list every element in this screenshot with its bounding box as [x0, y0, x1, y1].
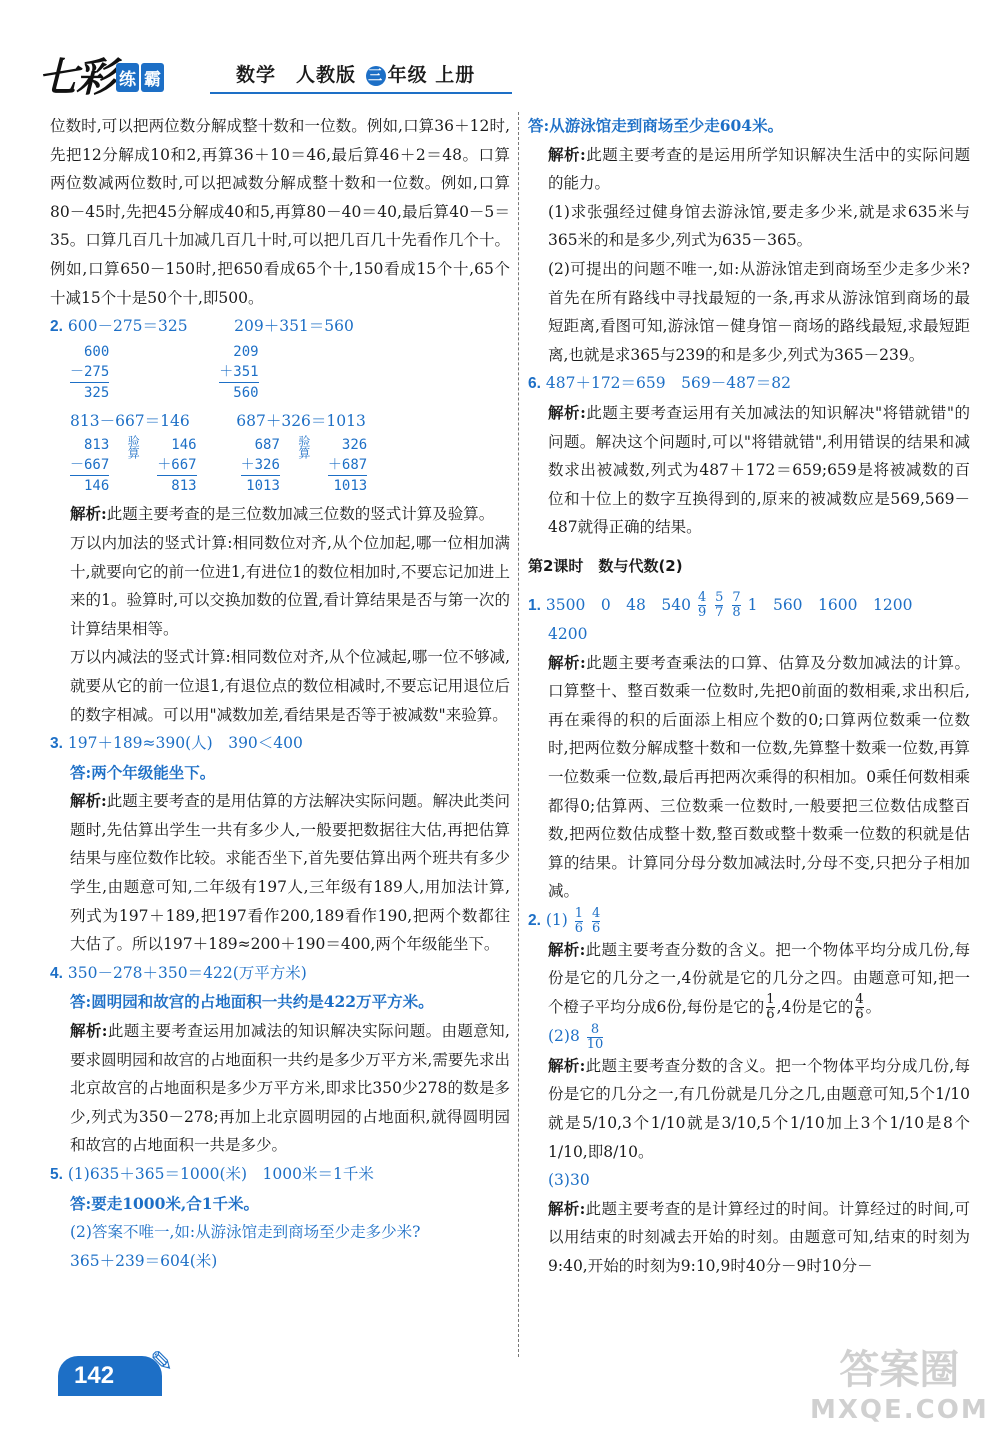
fraction: $\frac{7}{8}$ [732, 590, 741, 620]
r1-answers-cont: 4200 [548, 625, 588, 644]
q2-subtraction-note: 万以内减法的竖式计算:相同数位对齐,从个位减起,哪一位不够减,就要从它的前一位退1,有退位点的数位相减时,不要忘记用退位后的数字相减。可以用"减数加差,看结果是否等于被减数"来验算。 [70, 648, 510, 724]
watermark [810, 1347, 989, 1430]
fraction: $\frac{4}{9}$ [697, 590, 707, 620]
r2-answers: 2. (1) $\frac{1}{6}$ $\frac{4}{6}$ [528, 905, 601, 936]
vertical-calc: 209 ＋351 560 [219, 343, 259, 401]
page-header [0, 0, 1000, 100]
q2-addition-note: 万以内加法的竖式计算:相同数位对齐,从个位加起,哪一位相加满十,就要向它的前一位进1,有进位1的数位相加时,不要忘记加进上来的1。验算时,可以交换加数的位置,看计算结果是否与第一次的计算结果相等。 [70, 533, 510, 638]
lesson-title: 第2课时 数与代数(2) [528, 556, 683, 575]
q2-analysis: 解析:此题主要考查的是三位数加减三位数的竖式计算及验算。 [70, 504, 495, 524]
brand-logo [38, 46, 164, 103]
brand-box-2: 霸 [141, 63, 164, 92]
vertical-calc-row-1 [70, 342, 510, 403]
right-column [528, 112, 970, 1281]
q5-calc: 365＋239＝604(米) [70, 1251, 218, 1270]
question-2-line-2: 813－667＝146 687＋326＝1013 [70, 411, 366, 430]
q3-answer: 答:两个年级能坐下。 [70, 762, 216, 782]
q4-analysis: 解析:此题主要考查运用加减法的知识解决实际问题。由题意知,要求圆明园和故宫的占地面积一共约是多少万平方米,需要先求出北京故宫的占地面积是多少万平方米,即求比350少278的数是多少,列式为350－278;再加上北京圆明园的占地面积,就得圆明园和故宫的占地面积一共是多少。 [70, 1021, 510, 1155]
q5-answer: 答:要走1000米,合1千米。 [70, 1193, 260, 1213]
fraction: $\frac{1}{6}$ [574, 905, 584, 936]
watermark-title: 答案圈 [839, 1347, 960, 1393]
fraction: $\frac{8}{10}$ [586, 1021, 604, 1052]
r2-analysis-2: 解析:此题主要考查分数的含义。把一个物体平均分成几份,每份是它的几分之一,有几份就是几分之几,由题意可知,5个1/10就是5/10,3个1/10就是3/10,5个1/10加上3个1/10是8个1/10,即8/10。 [548, 1055, 970, 1161]
r1-answers: 1. 3500 0 48 540 $\frac{4}{9}$ $\frac{5}{7}$ $\frac{7}{8}$ 1 560 1600 1200 [528, 590, 913, 620]
page-number: 142 [58, 1356, 162, 1396]
fraction: $\frac{4}{6}$ [855, 992, 864, 1023]
column-divider [518, 112, 519, 1357]
vertical-calc-row-2 [70, 435, 510, 496]
vertical-calc: 600 －275 325 [70, 343, 110, 401]
check-label: 验算 [296, 435, 311, 460]
pencil-icon: ✎ [150, 1345, 174, 1378]
brand-name: 七彩 [38, 55, 114, 101]
q5-analysis: 解析:此题主要考查的是运用所学知识解决生活中的实际问题的能力。 [548, 144, 970, 193]
q4-answer: 答:圆明园和故宫的占地面积一共约是422万平方米。 [70, 992, 434, 1012]
q5-part-2: (2)答案不唯一,如:从游泳馆走到商场至少走多少米? [70, 1223, 421, 1242]
q5-answer-2: 答:从游泳馆走到商场至少走604米。 [528, 116, 784, 135]
subject-label: 数学 人教版 [236, 64, 357, 86]
grade-badge: 三 [366, 66, 386, 86]
question-4-line: 4. 350－278＋350＝422(万平方米) [50, 963, 307, 982]
brand-box-1: 练 [116, 63, 139, 92]
q6-analysis: 解析:此题主要考查运用有关加减法的知识解决"将错就错"的问题。解决这个问题时,可以"将错就错",利用错误的结果和减数求出被减数,列式为487＋172＝659;659是将被减数的百位和十位上的数字互换得到的,原来的被减数应是569,569－487就得正确的结果。 [548, 402, 970, 537]
subject-title [236, 60, 475, 87]
r2-part-2: (2)8 $\frac{8}{10}$ [548, 1021, 604, 1052]
left-column [50, 112, 510, 1275]
vertical-calc: 326 ＋687 1013 [327, 437, 368, 495]
question-2-line-1: 2. 600－275＝325 209＋351＝560 [50, 317, 354, 336]
fraction: $\frac{1}{6}$ [766, 992, 775, 1023]
question-3-line: 3. 197＋189≈390(人) 390＜400 [50, 734, 303, 753]
q3-analysis: 解析:此题主要考查的是用估算的方法解决实际问题。解决此类问题时,先估算出学生一共有多少人,一般要把数据往大估,再把估算结果与座位数作比较。求能否坐下,首先要估算出两个班共有多少学生,由题意可知,二年级有197人,三年级有189人,用加法计算,列式为197＋189,把197看作200,189看作190,把两个数都往大估了。所以197＋189≈200＋190＝400,两个年级能坐下。 [70, 791, 510, 954]
r2-analysis-1: 解析:此题主要考查分数的含义。把一个物体平均分成几份,每份是它的几分之一,4份就是它的几分之四。由题意可知,把一个橙子平均分成6份,每份是它的 $\frac{1}{6}$ ,4份是它的 $\frac{4}{6}$ 。 [548, 939, 970, 1023]
watermark-url: MXQE.COM [810, 1395, 989, 1425]
r2-analysis-3: 解析:此题主要考查的是计算经过的时间。计算经过的时间,可以用结束的时刻减去开始的时刻。由题意可知,结束的时刻为9:40,开始的时刻为9:10,9时40分－9时10分－ [548, 1198, 970, 1275]
r2-part-3: (3)30 [548, 1171, 590, 1190]
intro-paragraph: 位数时,可以把两位数分解成整十数和一位数。例如,口算36＋12时,先把12分解成10和2,再算36＋10＝46,最后算46＋2＝48。口算两位数减两位数时,可以把减数分解成整十数和一位数。例如,口算80－45时,先把45分解成40和5,再算80－40＝40,最后算40－5＝35。口算几百几十加减几百几十时,可以把几百几十先看作几个十。例如,口算650－150时,把650看成65个十,150看成15个十,65个十减15个十是50个十,即500。 [50, 117, 510, 307]
q5-analysis-part-1: (1)求张强经过健身馆去游泳馆,要走多少米,就是求635米与365米的和是多少,列式为635－365。 [548, 202, 970, 250]
question-5-line: 5. (1)635＋365＝1000(米) 1000米＝1千米 [50, 1165, 374, 1183]
r1-analysis: 解析:此题主要考查乘法的口算、估算及分数加减法的计算。口算整十、整百数乘一位数时,先把0前面的数相乘,求出积后,再在乘得的积的后面添上相应个数的0;口算两位数乘一位数时,把两位数分解成整十数和一位数,先算整十数乘一位数,再算一位数乘一位数,最后再把两次乘得的积相加。0乘任何数相乘都得0;估算两、三位数乘一位数时,一般要把三位数估成整百数,把两位数估成整十数,整百数或整十数乘一位数的积就是估算的结果。计算同分母分数加减法时,分母不变,只把分子相加减。 [548, 652, 970, 901]
vertical-calc: 813 －667 146 [70, 437, 110, 495]
vertical-calc: 146 ＋667 813 [157, 437, 197, 495]
vertical-calc: 687 ＋326 1013 [240, 437, 280, 495]
q5-analysis-part-2: (2)可提出的问题不唯一,如:从游泳馆走到商场至少走多少米?首先在所有路线中寻找最短的一条,再求从游泳馆到商场的最短距离,看图可知,游泳馆－健身馆－商场的路线最短,求最短距离,也就是求365与239的和是多少,列式为365－239。 [548, 259, 970, 364]
question-6-line: 6. 487＋172＝659 569－487＝82 [528, 374, 792, 393]
fraction: $\frac{5}{7}$ [715, 590, 724, 620]
check-label: 验算 [126, 435, 141, 460]
header-underline [210, 92, 512, 94]
grade-label: 年级 上册 [387, 64, 476, 86]
fraction: $\frac{4}{6}$ [592, 905, 601, 936]
